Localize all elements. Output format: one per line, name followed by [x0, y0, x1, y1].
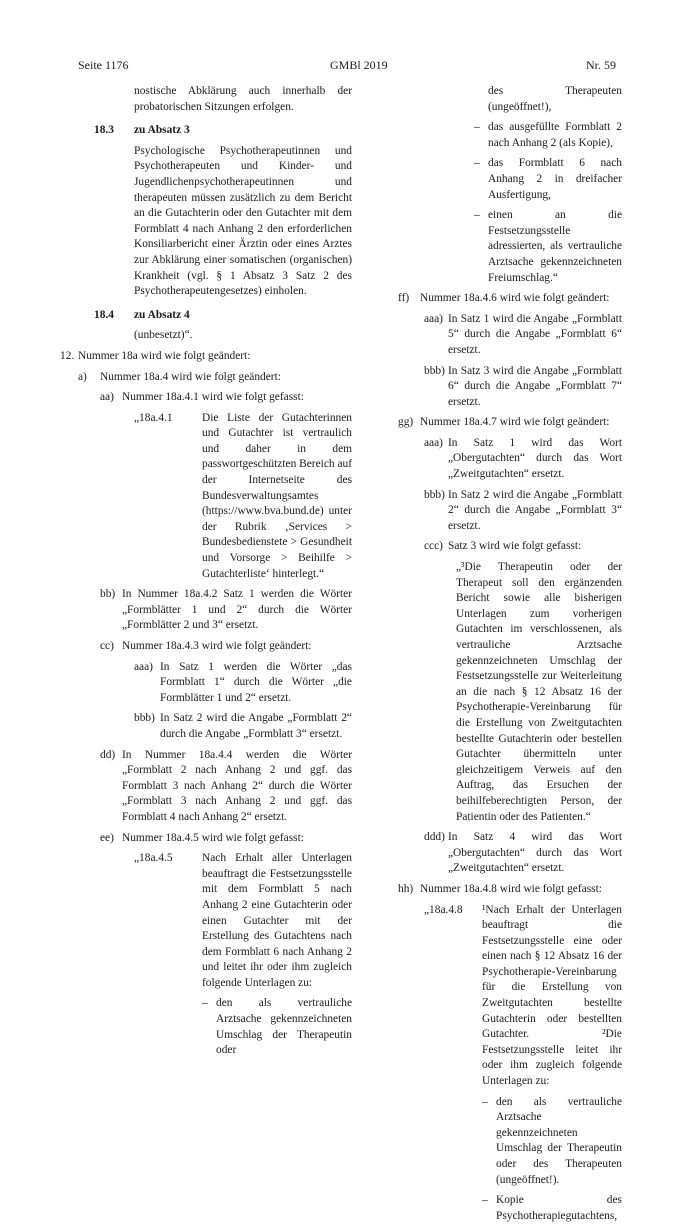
quote-text: Nach Erhalt aller Unterlagen beauftragt die Festsetzungsstelle mit dem Formblatt 5 nach Anhang 2 eine Gutachterin oder einen Gutachter mit der Erstellung des Gutachtens nach dem Formblatt 6 nach Anhang 2 und leitet ihr oder ihm zugleich folgende Unterlagen zu:	[78, 851, 352, 991]
item-a	[78, 370, 352, 386]
quote-18a-4-5	[78, 851, 352, 1059]
item-ff-aaa	[398, 312, 622, 359]
item-number: ddd)	[424, 830, 445, 846]
item-text: Nummer 18a.4.5 wird wie folgt gefasst:	[78, 831, 352, 847]
item-text: In Satz 2 wird die Angabe „Formblatt 2“ durch die Angabe „Formblatt 3“ ersetzt.	[78, 711, 352, 742]
item-number: ff)	[398, 291, 409, 307]
item-number: a)	[78, 370, 87, 386]
list-item: – Kopie des Psychotherapiegutachtens,	[482, 1193, 622, 1224]
journal-title: GMBl 2019	[330, 58, 388, 72]
item-number: gg)	[398, 415, 413, 431]
item-text: In Satz 1 werden die Wörter „das Formblatt 1“ durch die Wörter „die Formblätter 1 und 2“ ersetzt.	[78, 660, 352, 707]
item-number: hh)	[398, 882, 413, 898]
section-heading: zu Absatz 4	[78, 308, 352, 324]
quoted-sentence: „³Die Therapeutin oder der Therapeut soll den ergänzenden Bericht sowie alle bisherigen Unterlagen zum vorherigen Gutachten im verschlossenen, als vertrauliche Arztsache gekennzeichneten Umschlag der Festsetzungsstelle zur Weiterleitung an die nach § 12 Absatz 16 der Psychotherapie-Vereinbarung für die Erstellung von Zweitgutachten bestellte Gutachterin oder bestellen Gutachter übermitteln unter gleichzeitigem Verweis auf den Auftrag, das Ersuchen der beihilfeberechtigten Person, der Patientin oder des Patienten.“	[398, 560, 622, 825]
dash-list	[398, 84, 622, 286]
item-text: Nummer 18a.4.6 wird wie folgt geändert:	[398, 291, 622, 307]
list-item: – den als vertrauliche Arztsache gekennzeichneten Umschlag der Therapeutin oder des Therapeuten (ungeöffnet!).	[482, 1095, 622, 1189]
quote-18a-4-8	[398, 903, 622, 1224]
quote-label: „18a.4.1	[134, 411, 173, 427]
item-cc	[78, 639, 352, 655]
left-column	[78, 84, 352, 1059]
item-gg-bbb	[398, 488, 622, 535]
item-gg-aaa	[398, 436, 622, 483]
item-text: Nummer 18a.4.3 wird wie folgt geändert:	[78, 639, 352, 655]
item-gg-ddd	[398, 830, 622, 877]
item-number: aaa)	[424, 312, 443, 328]
item-aa	[78, 390, 352, 406]
item-ff-bbb	[398, 364, 622, 411]
item-ff	[398, 291, 622, 307]
item-number: ee)	[100, 831, 114, 847]
quote-text: Die Liste der Gutachterinnen und Gutachter ist vertraulich und daher in dem passwortgeschützten Bereich auf der Internetseite des Bundesverwaltungsamtes (https://www.bva.bund.de) unter der Rubrik ‚Services > Bundesbedienstete > Gesundheit und Vorsorge > Beihilfe > Gutachterliste‘ hinterlegt.“	[78, 411, 352, 583]
item-number: bb)	[100, 587, 115, 603]
item-text: Nummer 18a.4.7 wird wie folgt geändert:	[398, 415, 622, 431]
right-column	[398, 84, 622, 1224]
item-number: aaa)	[424, 436, 443, 452]
item-text: In Nummer 18a.4.4 werden die Wörter „Formblatt 2 nach Anhang 2 und ggf. das Formblatt 3 nach Anhang 2“ durch die Wörter „Formblatt 3 nach Anhang 2 und ggf. das Formblatt 4 nach Anhang 2“ ersetzt.	[78, 748, 352, 826]
item-cc-aaa	[78, 660, 352, 707]
section-18-4	[78, 308, 352, 344]
item-text: In Satz 1 wird die Angabe „Formblatt 5“ durch die Angabe „Formblatt 6“ ersetzt.	[398, 312, 622, 359]
item-ee	[78, 831, 352, 847]
list-item: – den als vertrauliche Arztsache gekennzeichneten Umschlag der Therapeutin oder	[202, 996, 352, 1058]
section-18-3	[78, 123, 352, 300]
item-gg	[398, 415, 622, 431]
item-text: Nummer 18a.4 wird wie folgt geändert:	[78, 370, 352, 386]
item-number: bbb)	[424, 364, 445, 380]
item-text: Nummer 18a.4.1 wird wie folgt gefasst:	[78, 390, 352, 406]
item-number: ccc)	[424, 539, 443, 555]
item-dd	[78, 748, 352, 826]
section-text: Psychologische Psychotherapeutinnen und Psychotherapeuten und Kinder- und Jugendlichenpsychotherapeutinnen und therapeuten müssen zusätzlich zu dem Bericht an die Gutachterin oder den Gutachter mit dem Formblatt 4 nach Anhang 2 den erforderlichen Konsiliarbericht einer Ärztin oder eines Arztes zur Abklärung einer somatischen (organischen) Krankheit (vgl. § 1 Absatz 3 Satz 2 des Psychotherapeutengesetzes) einholen.	[78, 144, 352, 300]
item-number: aa)	[100, 390, 114, 406]
item-text: Satz 3 wird wie folgt gefasst:	[398, 539, 622, 555]
item-hh	[398, 882, 622, 898]
item-number: aaa)	[134, 660, 153, 676]
section-number: 18.3	[94, 123, 114, 139]
list-item: des Therapeuten (ungeöffnet!),	[474, 84, 622, 115]
item-bb	[78, 587, 352, 634]
item-text: Nummer 18a.4.8 wird wie folgt gefasst:	[398, 882, 622, 898]
item-gg-ccc	[398, 539, 622, 825]
item-text: In Nummer 18a.4.2 Satz 1 werden die Wörter „Formblätter 1 und 2“ durch die Wörter „Formblätter 2 und 3“ ersetzt.	[78, 587, 352, 634]
page-number: Seite 1176	[78, 58, 129, 72]
quote-text: ¹Nach Erhalt der Unterlagen beauftragt die Festsetzungsstelle eine oder einen nach § 12 Absatz 16 der Psychotherapie-Vereinbarung für die Erstellung von Zweitgutachten bestellte Gutachterin oder bestellten Gutachter. ²Die Festsetzungsstelle leitet ihr oder ihm zugleich folgende Unterlagen zu:	[398, 903, 622, 1090]
list-item: – das ausgefüllte Formblatt 2 nach Anhang 2 (als Kopie),	[474, 120, 622, 151]
item-12	[78, 349, 352, 365]
section-text: (unbesetzt)“.	[78, 328, 352, 344]
issue-number: Nr. 59	[586, 58, 616, 72]
item-text: In Satz 2 wird die Angabe „Formblatt 2“ durch die Angabe „Formblatt 3“ ersetzt.	[398, 488, 622, 535]
item-number: 12.	[60, 349, 74, 365]
quote-18a-4-1	[78, 411, 352, 583]
item-number: bbb)	[134, 711, 155, 727]
quote-label: „18a.4.5	[134, 851, 173, 867]
quote-label: „18a.4.8	[424, 903, 463, 919]
item-text: In Satz 1 wird das Wort „Obergutachten“ durch das Wort „Zweitgutachten“ ersetzt.	[398, 436, 622, 483]
intro-paragraph: nostische Abklärung auch innerhalb der probatorischen Sitzungen erfolgen.	[78, 84, 352, 115]
item-cc-bbb	[78, 711, 352, 742]
list-item: – das Formblatt 6 nach Anhang 2 in dreifacher Ausfertigung,	[474, 156, 622, 203]
section-heading: zu Absatz 3	[78, 123, 352, 139]
section-number: 18.4	[94, 308, 114, 324]
item-number: bbb)	[424, 488, 445, 504]
item-number: cc)	[100, 639, 114, 655]
item-text: In Satz 4 wird das Wort „Obergutachten“ durch das Wort „Zweitgutachten“ ersetzt.	[398, 830, 622, 877]
list-item: – einen an die Festsetzungsstelle adressierten, als vertrauliche Arztsache gekennzeichneten Freiumschlag.“	[474, 208, 622, 286]
item-text: In Satz 3 wird die Angabe „Formblatt 6“ durch die Angabe „Formblatt 7“ ersetzt.	[398, 364, 622, 411]
item-text: Nummer 18a wird wie folgt geändert:	[78, 349, 352, 365]
item-number: dd)	[100, 748, 115, 764]
